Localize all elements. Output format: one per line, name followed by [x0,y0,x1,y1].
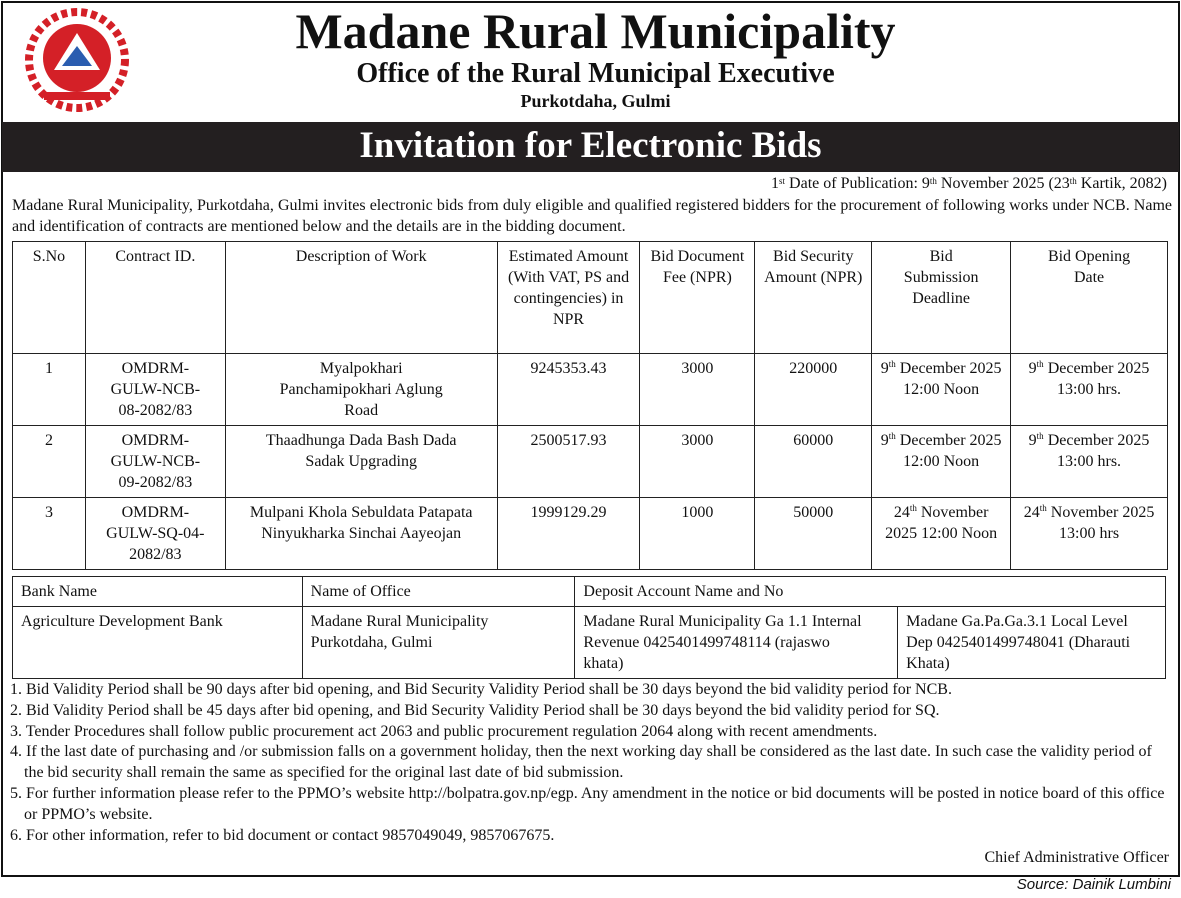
column-header: Bid Document Fee (NPR) [640,242,755,354]
opening-date-cell: 9th December 2025 13:00 hrs. [1011,426,1168,498]
submission-deadline-cell: 9th December 2025 12:00 Noon [872,426,1011,498]
amount-cell: 1999129.29 [497,498,640,570]
publication-date: 1st Date of Publication: 9th November 2025 (23th Kartik, 2082) [771,175,1167,192]
table-header-row [13,577,1166,607]
sno-cell: 2 [13,426,86,498]
fee-cell: 1000 [640,498,755,570]
contract-id-cell: OMDRM-GULW-NCB-09-2082/83 [85,426,225,498]
note-item: 2. Bid Validity Period shall be 45 days after bid opening, and Bid Security Validity Period shall be 30 days beyond the bid validity period for SQ. [10,701,940,719]
column-header: S.No [13,242,86,354]
municipality-title: Madane Rural Municipality [295,3,896,59]
source-credit: Source: Dainik Lumbini [1016,876,1171,893]
note-item: 3. Tender Procedures shall follow public procurement act 2063 and public procurement regulation 2064 along with recent amendments. [10,722,878,740]
table-row [13,607,1166,679]
header [0,0,1181,120]
column-header: Bid Security Amount (NPR) [755,242,872,354]
sno-cell: 1 [13,354,86,426]
contract-id-cell: OMDRM-GULW-NCB-08-2082/83 [85,354,225,426]
description-cell: Thaadhunga Dada Bash Dada Sadak Upgrading [225,426,497,498]
table-row [13,354,1168,426]
intro-paragraph: Madane Rural Municipality, Purkotdaha, Gulmi invites electronic bids from duly eligible and qualified registered bidders for the procurement of following works under NCB. Name and identification of contracts are mentioned below and the details are in the bidding document. [12,197,1172,235]
opening-date-cell: 24th November 2025 13:00 hrs [1011,498,1168,570]
security-cell: 60000 [755,426,872,498]
column-header: Description of Work [225,242,497,354]
table-header-row [13,242,1168,354]
office-address: Purkotdaha, Gulmi [520,91,671,111]
note-item: 6. For other information, refer to bid document or contact 9857049049, 9857067675. [10,826,555,844]
bank-name-cell: Agriculture Development Bank [13,607,303,679]
column-header: Deposit Account Name and No [575,577,1166,607]
signatory: Chief Administrative Officer [984,849,1169,866]
account-cell: Madane Rural Municipality Ga 1.1 Internal Revenue 0425401499748114 (rajaswo khata) [575,607,898,679]
office-subtitle: Office of the Rural Municipal Executive [356,58,835,89]
contract-id-cell: OMDRM-GULW-SQ-04-2082/83 [85,498,225,570]
submission-deadline-cell: 24th November 2025 12:00 Noon [872,498,1011,570]
column-header: Estimated Amount (With VAT, PS and contingencies) in NPR [497,242,640,354]
table-row [13,426,1168,498]
note-item: 1. Bid Validity Period shall be 90 days after bid opening, and Bid Security Validity Period shall be 30 days beyond the bid validity period for NCB. [10,681,952,698]
security-cell: 220000 [755,354,872,426]
sno-cell: 3 [13,498,86,570]
security-cell: 50000 [755,498,872,570]
note-item: 4. If the last date of purchasing and /or submission falls on a government holiday, then the next working day shall be considered as the last date. In such case the validity period of the bid security shall remain the same as specified for the original last date of bid submission. [10,743,1152,782]
office-name-cell: Madane Rural Municipality Purkotdaha, Gulmi [302,607,575,679]
description-cell: Myalpokhari Panchamipokhari Aglung Road [225,354,497,426]
note-item: 5. For further information please refer to the PPMO’s website http://bolpatra.gov.np/egp. Any amendment in the notice or bid documents will be posted in notice board of this office or PPMO’s website. [10,784,1165,823]
table-row [13,498,1168,570]
amount-cell: 2500517.93 [497,426,640,498]
fee-cell: 3000 [640,354,755,426]
account-cell: Madane Ga.Pa.Ga.3.1 Local Level Dep 0425401499748041 (Dharauti Khata) [898,607,1166,679]
opening-date-cell: 9th December 2025 13:00 hrs. [1011,354,1168,426]
column-header: Bid Opening Date [1011,242,1168,354]
notes-list [10,680,1172,846]
submission-deadline-cell: 9th December 2025 12:00 Noon [872,354,1011,426]
column-header: Contract ID. [85,242,225,354]
column-header: Name of Office [302,577,575,607]
bank-table [12,576,1166,679]
amount-cell: 9245353.43 [497,354,640,426]
description-cell: Mulpani Khola Sebuldata Patapata Ninyukharka Sinchai Aayeojan [225,498,497,570]
column-header: Bank Name [13,577,303,607]
fee-cell: 3000 [640,426,755,498]
bids-table [12,241,1168,570]
column-header: Bid Submission Deadline [872,242,1011,354]
notice-banner: Invitation for Electronic Bids [2,122,1179,172]
